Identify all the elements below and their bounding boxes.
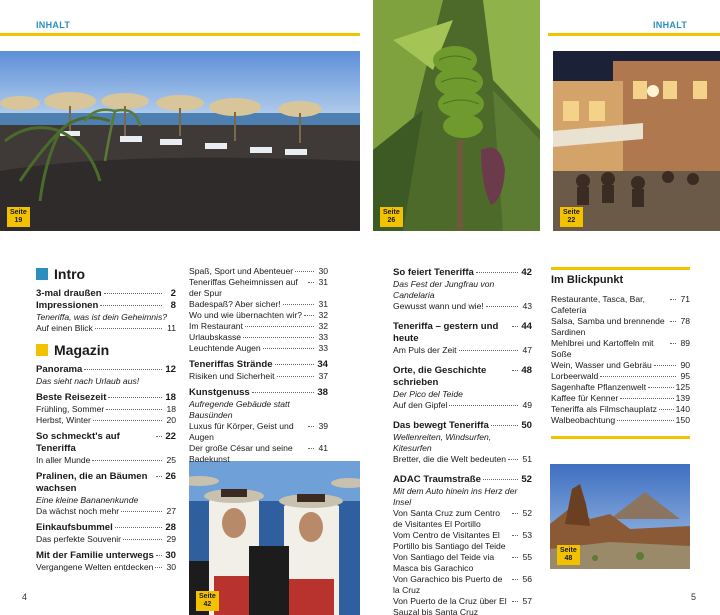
header-rule-right	[548, 33, 720, 36]
toc-entry-page: 20	[166, 415, 176, 425]
blickpunkt-rule	[551, 267, 690, 270]
leader-dots	[277, 376, 314, 377]
toc-subtitle: Eine kleine Bananenkunde	[36, 495, 139, 505]
toc-entry-title: Am Puls der Zeit	[393, 345, 457, 355]
leader-dots	[108, 397, 162, 398]
toc-entry[interactable]	[551, 338, 690, 360]
toc-entry[interactable]	[393, 400, 532, 411]
leader-dots	[486, 306, 518, 307]
toc-entry[interactable]	[551, 404, 690, 415]
toc-entry[interactable]	[189, 421, 328, 443]
toc-entry-page: 11	[167, 323, 176, 333]
toc-entry-title: Mehlbrei und Kartoffeln mit Soße	[551, 338, 654, 359]
toc-entry-title: Lorbeerwald	[551, 371, 599, 381]
toc-entry-title: Wo und wie übernachten wir?	[189, 310, 303, 320]
toc-entry-page: 32	[318, 310, 328, 320]
toc-entry[interactable]	[189, 299, 328, 310]
leader-dots	[155, 567, 162, 568]
toc-entry-title: Gewusst wann und wie!	[393, 301, 484, 311]
seite-label: Seite	[560, 547, 577, 554]
toc-entry[interactable]	[393, 454, 532, 465]
toc-entry-title: Im Restaurant	[189, 321, 243, 331]
toc-entry[interactable]	[189, 387, 328, 399]
toc-entry[interactable]	[551, 294, 690, 316]
leader-dots	[449, 405, 518, 406]
toc-entry-page: 26	[165, 471, 176, 482]
toc-entry-page: 12	[165, 364, 176, 375]
toc-entry-page: 78	[680, 316, 690, 326]
seite-label: Seite	[563, 209, 580, 216]
seite-label: Seite	[199, 593, 216, 600]
seite-badge-19	[7, 207, 30, 227]
toc-entry-title: Walbeobachtung	[551, 415, 616, 425]
toc-entry-title: Salsa, Samba und brennende Sardinen	[551, 316, 665, 337]
blickpunkt-title: Im Blickpunkt	[551, 274, 624, 286]
seite-badge-42	[196, 591, 219, 611]
toc-entry-title: Teneriffas Strände	[189, 359, 273, 370]
column-2-list	[189, 266, 328, 465]
intro-list	[36, 288, 176, 334]
page-number-right: 5	[691, 592, 697, 602]
toc-entry-title: Teneriffa – gestern und heute	[393, 321, 499, 344]
toc-entry[interactable]	[189, 332, 328, 343]
toc-entry-title: Leuchtende Augen	[189, 343, 261, 353]
toc-subtitle: Das Fest der Jungfrau von Candelaria	[393, 279, 495, 300]
seite-number: 42	[203, 601, 212, 608]
toc-entry[interactable]	[36, 562, 176, 573]
toc-entry-page: 29	[166, 534, 176, 544]
spacer	[393, 312, 532, 321]
toc-entry[interactable]	[36, 404, 176, 415]
toc-entry-title: Herbst, Winter	[36, 415, 91, 425]
toc-entry-page: 56	[522, 574, 532, 584]
column-3-list	[393, 267, 532, 615]
toc-entry[interactable]	[36, 534, 176, 545]
toc-column-2	[189, 266, 328, 465]
toc-entry-page: 55	[522, 552, 532, 562]
toc-entry-page: 33	[318, 343, 328, 353]
toc-entry-page: 22	[165, 431, 176, 442]
seite-number: 22	[567, 217, 576, 224]
seite-number: 19	[14, 217, 23, 224]
toc-entry-page: 30	[318, 266, 328, 276]
toc-entry[interactable]	[189, 371, 328, 382]
leader-dots	[295, 271, 314, 272]
header-rule-left	[0, 33, 360, 36]
toc-entry[interactable]	[36, 455, 176, 466]
toc-entry[interactable]	[393, 552, 532, 574]
toc-entry[interactable]	[551, 316, 690, 338]
toc-entry-title: Urlaubskasse	[189, 332, 242, 342]
leader-dots	[670, 299, 676, 300]
leader-dots	[263, 348, 314, 349]
toc-entry[interactable]	[393, 574, 532, 596]
intro-square-icon	[36, 268, 48, 280]
leader-dots	[483, 479, 518, 480]
toc-entry-page: 18	[166, 404, 176, 414]
seite-number: 48	[564, 555, 573, 562]
toc-entry[interactable]	[393, 530, 532, 552]
toc-entry-title: Pralinen, die an Bäumen wachsen	[36, 471, 148, 494]
seite-label: Seite	[383, 209, 400, 216]
leader-dots	[308, 282, 314, 283]
header-left: INHALT	[36, 20, 71, 30]
toc-entry-page: 2	[170, 288, 176, 299]
toc-entry-page: 31	[318, 277, 328, 287]
leader-dots	[121, 511, 162, 512]
leader-dots	[512, 557, 518, 558]
toc-entry-page: 43	[522, 301, 532, 311]
toc-entry-title: Wein, Wasser und Gebräu	[551, 360, 652, 370]
seite-badge-48	[557, 545, 580, 565]
toc-entry[interactable]	[393, 596, 532, 615]
leader-dots	[84, 369, 162, 370]
toc-entry[interactable]	[36, 550, 176, 562]
toc-entry-title: Auf den Gipfel	[393, 400, 448, 410]
leader-dots	[459, 350, 518, 351]
seite-number: 26	[387, 217, 396, 224]
toc-entry-title: Das bewegt Teneriffa	[393, 420, 489, 431]
toc-entry[interactable]	[189, 321, 328, 332]
toc-entry[interactable]	[189, 443, 328, 465]
street-cafe-photo	[553, 51, 720, 231]
leader-dots	[617, 420, 673, 421]
toc-entry-page: 34	[317, 359, 328, 370]
folk-costume-photo	[189, 461, 360, 615]
leader-dots	[283, 304, 314, 305]
toc-entry[interactable]	[36, 300, 176, 312]
toc-entry-title: So schmeckt's auf Teneriffa	[36, 431, 120, 454]
toc-entry[interactable]	[551, 360, 690, 371]
toc-subtitle: Aufregende Gebäude statt Bausünden	[189, 399, 290, 420]
leader-dots	[476, 272, 518, 273]
leader-dots	[308, 426, 314, 427]
beach-photo	[0, 51, 360, 231]
toc-entry[interactable]	[551, 382, 690, 393]
toc-entry-page: 89	[680, 338, 690, 348]
toc-entry-page: 49	[522, 400, 532, 410]
toc-entry-title: Das perfekte Souvenir	[36, 534, 122, 544]
toc-entry-page: 48	[521, 365, 532, 376]
toc-entry-page: 18	[165, 392, 176, 403]
toc-entry-title: 3-mal draußen	[36, 288, 102, 299]
toc-entry[interactable]	[189, 266, 328, 277]
toc-entry[interactable]	[189, 343, 328, 354]
toc-entry-title: Restaurante, Tasca, Bar, Cafetería	[551, 294, 645, 315]
seite-badge-22	[560, 207, 583, 227]
section-magazin	[36, 342, 176, 358]
leader-dots	[156, 436, 162, 437]
toc-entry[interactable]	[36, 522, 176, 534]
toc-entry-title: Luxus für Körper, Geist und Augen	[189, 421, 294, 442]
toc-entry-page: 150	[675, 415, 690, 425]
toc-entry-title: Mit der Familie unterwegs	[36, 550, 154, 561]
magazin-list	[36, 364, 176, 573]
toc-entry[interactable]	[36, 471, 176, 495]
leader-dots	[100, 305, 162, 306]
toc-entry-title: Kaffee für Kenner	[551, 393, 619, 403]
leader-dots	[512, 601, 518, 602]
leader-dots	[115, 527, 162, 528]
leader-dots	[95, 328, 162, 329]
leader-dots	[156, 555, 162, 556]
header-right: INHALT	[653, 20, 688, 30]
toc-entry-page: 44	[521, 321, 532, 332]
toc-entry-page: 27	[166, 506, 176, 516]
toc-subtitle: Mit dem Auto hinein ins Herz der Insel	[393, 486, 518, 507]
leader-dots	[252, 392, 314, 393]
magazin-square-icon	[36, 344, 48, 356]
toc-entry-page: 52	[522, 508, 532, 518]
leader-dots	[275, 364, 314, 365]
toc-entry-page: 90	[680, 360, 690, 370]
toc-entry-page: 8	[170, 300, 176, 311]
leader-dots	[508, 459, 518, 460]
toc-subtitle: Der Pico del Teide	[393, 389, 463, 399]
toc-entry[interactable]	[393, 365, 532, 389]
toc-entry-page: 125	[675, 382, 690, 392]
toc-entry-page: 50	[521, 420, 532, 431]
section-title: Magazin	[54, 342, 110, 358]
leader-dots	[93, 420, 162, 421]
leader-dots	[512, 370, 518, 371]
toc-entry[interactable]	[189, 310, 328, 321]
section-title: Intro	[54, 266, 86, 282]
toc-entry-title: Von Santiago del Teide via Masca bis Garachico	[393, 552, 495, 573]
toc-entry-title: Von Santa Cruz zum Centro de Visitantes El Portillo	[393, 508, 500, 529]
toc-entry-title: Kunstgenuss	[189, 387, 250, 398]
blickpunkt-list	[551, 294, 690, 426]
leader-dots	[512, 535, 518, 536]
leader-dots	[104, 293, 162, 294]
toc-entry[interactable]	[393, 267, 532, 279]
toc-entry[interactable]	[551, 393, 690, 404]
toc-entry-page: 25	[166, 455, 176, 465]
toc-subtitle: Wellenreiten, Windsurfen, Kitesurfen	[393, 432, 492, 453]
toc-entry-page: 39	[318, 421, 328, 431]
leader-dots	[620, 398, 673, 399]
toc-entry[interactable]	[36, 323, 176, 334]
leader-dots	[304, 315, 314, 316]
toc-entry-title: Teneriffa als Filmschauplatz	[551, 404, 657, 414]
seite-label: Seite	[10, 209, 27, 216]
leader-dots	[92, 460, 162, 461]
spacer	[393, 411, 532, 420]
toc-entry-title: Einkaufsbummel	[36, 522, 113, 533]
toc-entry-title: Sagenhafte Pflanzenwelt	[551, 382, 647, 392]
leader-dots	[512, 326, 518, 327]
section-intro	[36, 266, 176, 282]
leader-dots	[648, 387, 674, 388]
spacer	[393, 356, 532, 365]
toc-entry[interactable]	[36, 506, 176, 517]
leader-dots	[123, 539, 162, 540]
toc-entry[interactable]	[393, 474, 532, 486]
toc-entry-title: Panorama	[36, 364, 83, 375]
toc-entry[interactable]	[393, 321, 532, 345]
toc-entry-page: 53	[522, 530, 532, 540]
spacer	[393, 465, 532, 474]
toc-entry[interactable]	[189, 359, 328, 371]
toc-entry[interactable]	[36, 364, 176, 376]
toc-entry-page: 95	[680, 371, 690, 381]
toc-subtitle: Teneriffa, was ist dein Geheimnis?	[36, 312, 168, 322]
toc-entry-title: Badespaß? Aber sicher!	[189, 299, 281, 309]
toc-entry-page: 30	[165, 550, 176, 561]
toc-subtitle: Das sieht nach Urlaub aus!	[36, 376, 140, 386]
toc-entry-title: Vergangene Welten entdecken	[36, 562, 154, 572]
toc-entry[interactable]	[36, 392, 176, 404]
blickpunkt-rule-bottom	[551, 436, 690, 439]
toc-entry[interactable]	[393, 508, 532, 530]
toc-entry-page: 57	[522, 596, 532, 606]
toc-entry-title: In aller Munde	[36, 455, 91, 465]
leader-dots	[600, 376, 676, 377]
toc-entry-page: 32	[318, 321, 328, 331]
toc-entry-title: Vom Centro de Visitantes El Portillo bis Santiago del Teide	[393, 530, 506, 551]
leader-dots	[512, 513, 518, 514]
leader-dots	[654, 365, 676, 366]
page-number-left: 4	[22, 592, 28, 602]
toc-entry-page: 28	[165, 522, 176, 533]
toc-entry-page: 52	[521, 474, 532, 485]
toc-entry[interactable]	[393, 420, 532, 432]
toc-entry-title: Frühling, Sommer	[36, 404, 105, 414]
toc-entry-page: 41	[318, 443, 328, 453]
toc-entry-title: Orte, die Geschichte schrieben	[393, 365, 487, 388]
leader-dots	[670, 321, 676, 322]
toc-entry-title: Der große César und seine Badekunst	[189, 443, 293, 464]
seite-badge-26	[380, 207, 403, 227]
toc-entry-page: 37	[318, 371, 328, 381]
toc-entry-title: So feiert Teneriffa	[393, 267, 474, 278]
toc-entry[interactable]	[393, 345, 532, 356]
toc-entry-page: 31	[318, 299, 328, 309]
toc-entry-page: 30	[166, 562, 176, 572]
toc-column-1	[36, 266, 176, 573]
toc-entry-page: 42	[521, 267, 532, 278]
toc-entry-title: Von Garachico bis Puerto de la Cruz	[393, 574, 503, 595]
toc-entry-title: Impressionen	[36, 300, 99, 311]
toc-entry-page: 51	[522, 454, 532, 464]
toc-entry[interactable]	[36, 431, 176, 455]
toc-entry[interactable]	[393, 301, 532, 312]
toc-entry[interactable]	[36, 288, 176, 300]
toc-entry[interactable]	[551, 371, 690, 382]
toc-entry-page: 47	[522, 345, 532, 355]
toc-entry-title: Teneriffas Geheimnissen auf der Spur	[189, 277, 298, 298]
leader-dots	[106, 409, 162, 410]
toc-entry-page: 33	[318, 332, 328, 342]
leader-dots	[512, 579, 518, 580]
leader-dots	[245, 326, 314, 327]
toc-entry-title: Bretter, die die Welt bedeuten	[393, 454, 507, 464]
leader-dots	[156, 476, 162, 477]
toc-entry-title: Beste Reisezeit	[36, 392, 107, 403]
toc-entry-title: ADAC Traumstraße	[393, 474, 481, 485]
toc-entry-title: Risiken und Sicherheit	[189, 371, 275, 381]
toc-entry[interactable]	[551, 415, 690, 426]
leader-dots	[243, 337, 314, 338]
toc-entry[interactable]	[36, 415, 176, 426]
toc-entry-page: 71	[680, 294, 690, 304]
toc-entry-page: 140	[675, 404, 690, 414]
toc-entry[interactable]	[189, 277, 328, 299]
leader-dots	[308, 448, 314, 449]
toc-entry-title: Von Puerto de la Cruz über El Sauzal bis Santa Cruz	[393, 596, 507, 615]
leader-dots	[670, 343, 676, 344]
toc-entry-title: Auf einen Blick	[36, 323, 93, 333]
banana-photo	[373, 0, 540, 231]
leader-dots	[659, 409, 674, 410]
teide-landscape-photo	[550, 464, 690, 569]
toc-entry-title: Da wächst noch mehr	[36, 506, 120, 516]
toc-entry-page: 139	[675, 393, 690, 403]
toc-entry-title: Spaß, Sport und Abenteuer	[189, 266, 294, 276]
leader-dots	[491, 425, 518, 426]
toc-column-4	[551, 267, 690, 439]
toc-column-3	[393, 267, 532, 615]
toc-entry-page: 38	[317, 387, 328, 398]
